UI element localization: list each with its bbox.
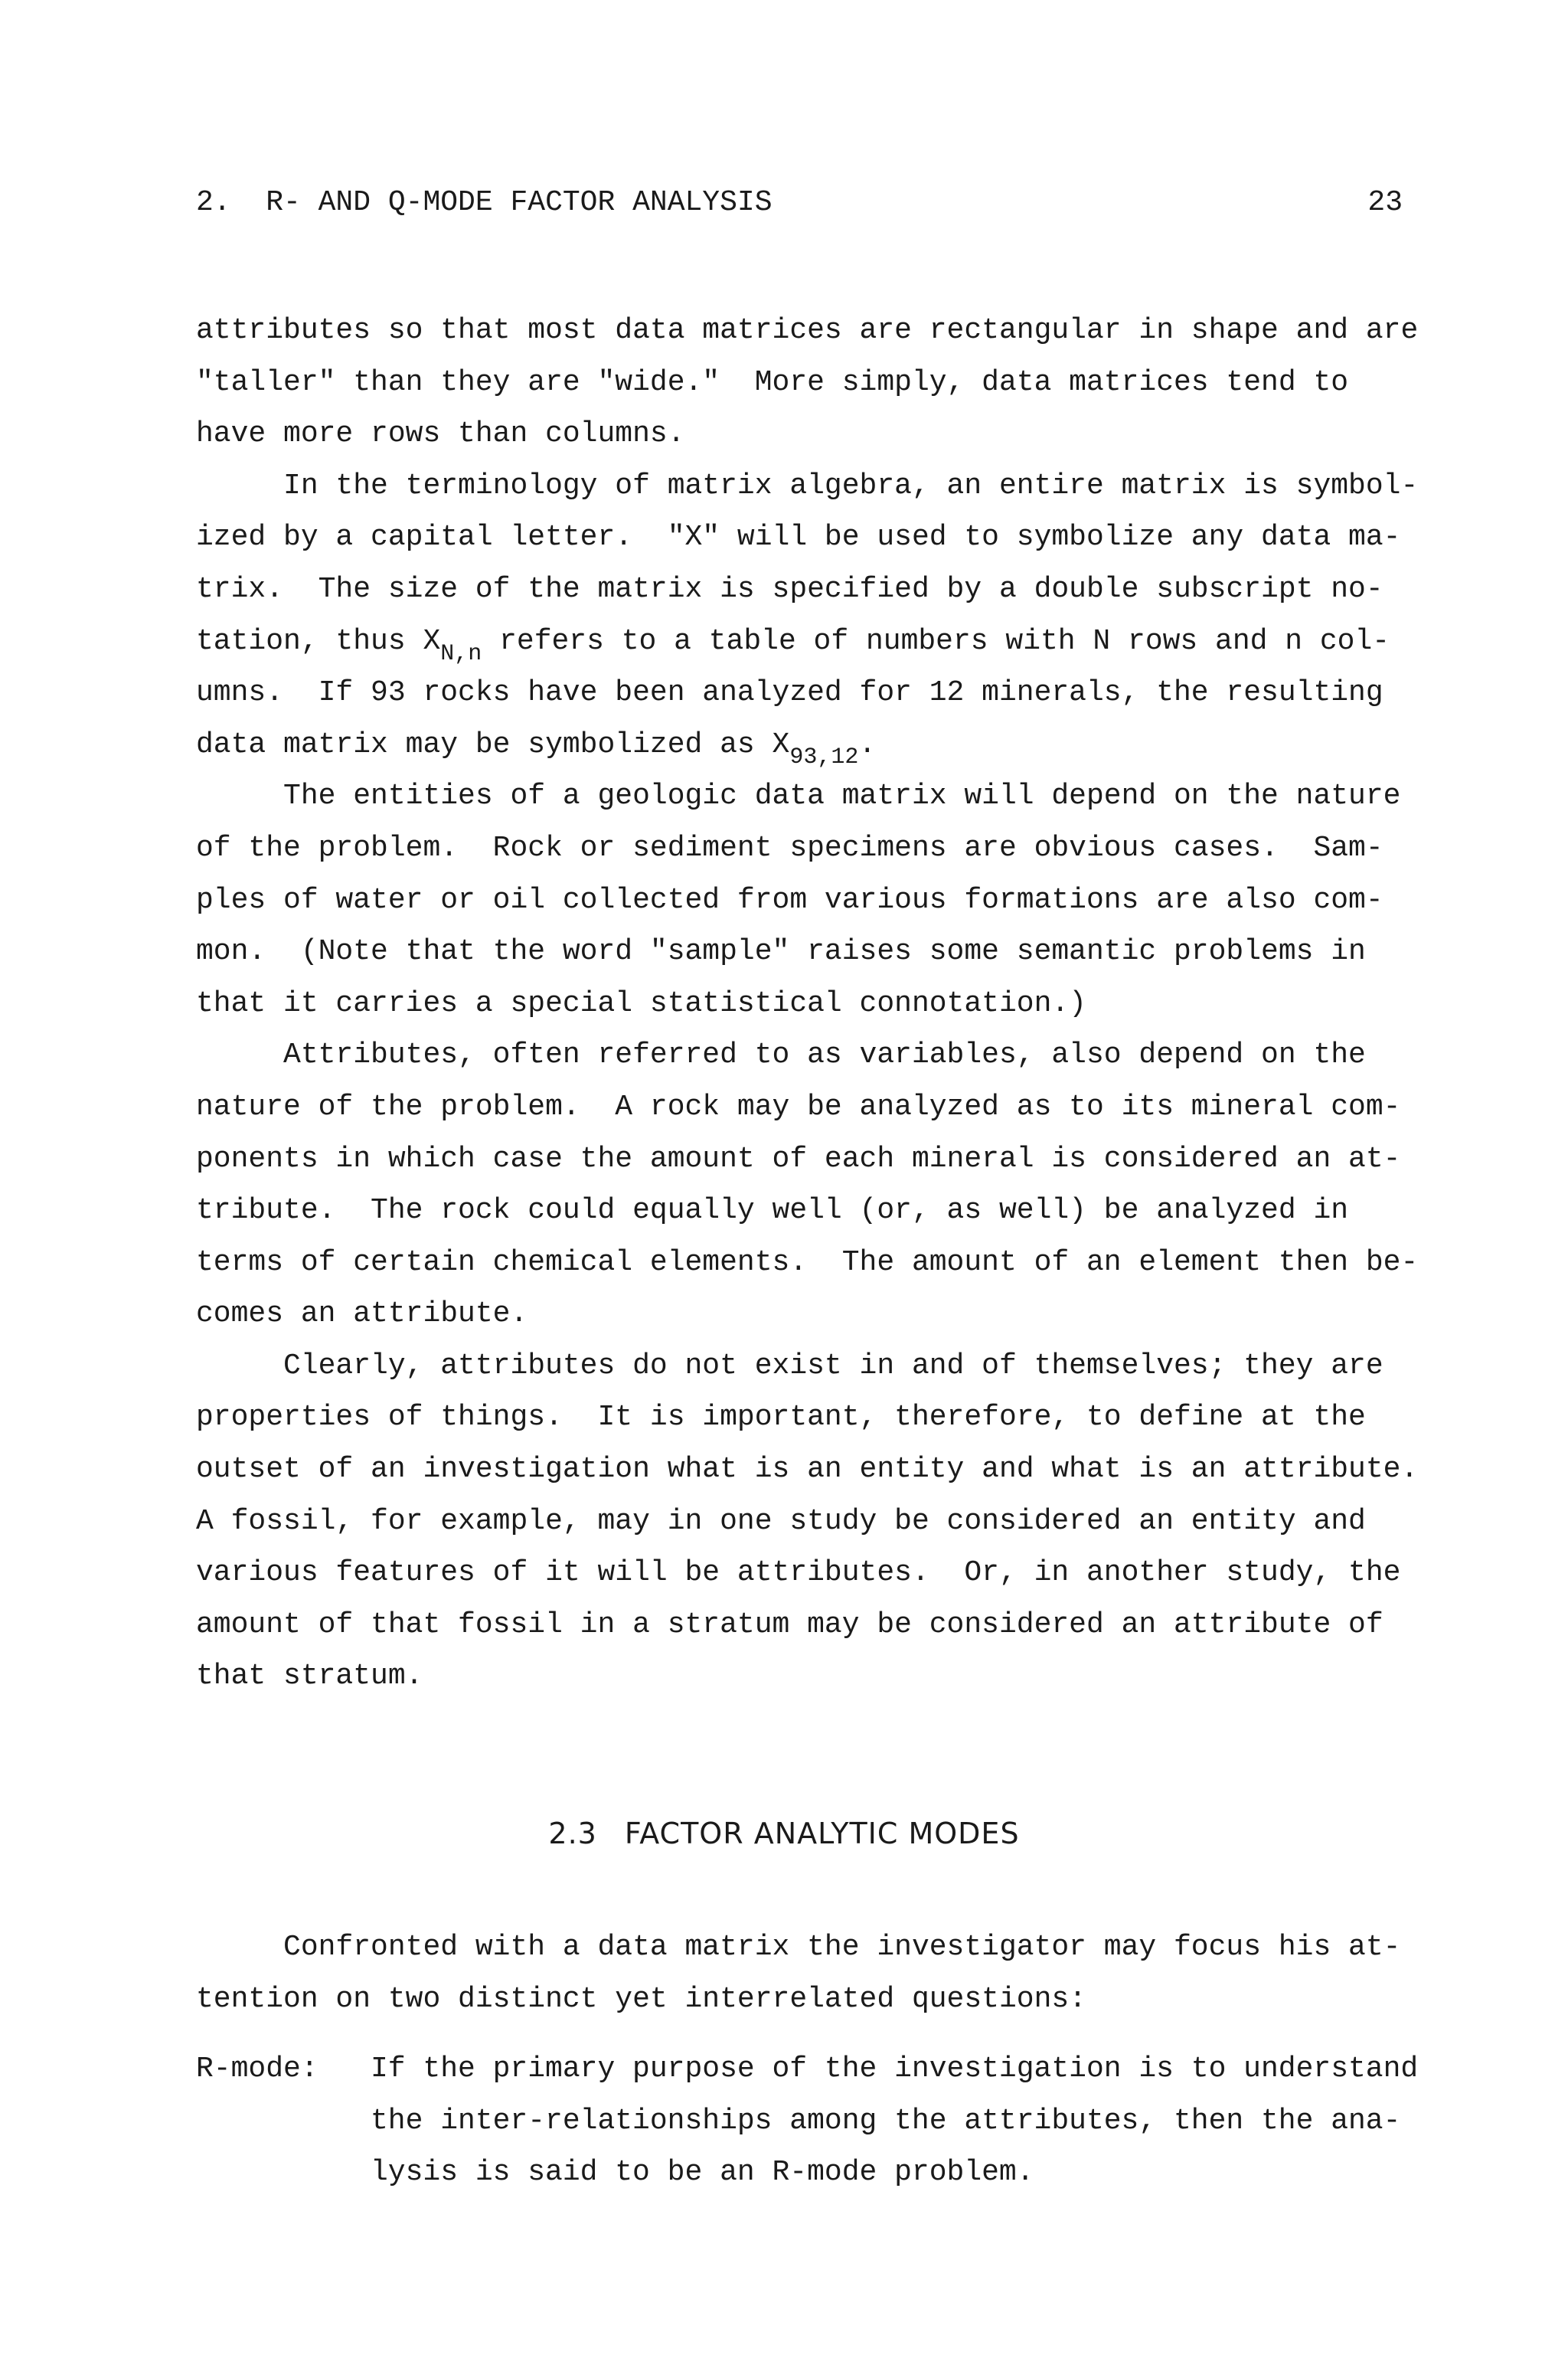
text-segment: .	[858, 728, 877, 761]
text-line-with-subscript	[196, 616, 1409, 668]
page-number: 23	[1367, 186, 1403, 219]
body-text	[196, 305, 1419, 1703]
text-line: "taller" than they are "wide." More simply, data matrices tend to	[196, 365, 1349, 399]
text-line: terms of certain chemical elements. The amount of an element then be-	[196, 1245, 1419, 1279]
text-segment: tation, thus X	[196, 624, 441, 658]
text-segment: refers to a table of numbers with N rows and n col-	[482, 624, 1390, 658]
text-line: various features of it will be attributes. Or, in another study, the	[196, 1556, 1401, 1590]
text-line: Confronted with a data matrix the investigator may focus his at-	[196, 1931, 1401, 1964]
subscript: N,n	[440, 640, 482, 667]
text-line: trix. The size of the matrix is specified by a double subscript no-	[196, 572, 1383, 606]
definition-term: R-mode:	[196, 2053, 318, 2085]
definition-body	[371, 2043, 1419, 2199]
text-line: properties of things. It is important, therefore, to define at the	[196, 1401, 1366, 1434]
section-number: 2.3	[548, 1817, 597, 1850]
text-line: ples of water or oil collected from various formations are also com-	[196, 883, 1383, 917]
running-title: 2. R- AND Q-MODE FACTOR ANALYSIS	[196, 186, 773, 219]
text-line: The entities of a geologic data matrix will depend on the nature	[196, 780, 1401, 813]
section-body	[196, 1922, 1409, 2025]
text-line: In the terminology of matrix algebra, an entire matrix is symbol-	[196, 469, 1419, 502]
text-line: tribute. The rock could equally well (or, as well) be analyzed in	[196, 1194, 1349, 1228]
text-line: ponents in which case the amount of each mineral is considered an at-	[196, 1142, 1401, 1176]
text-line: outset of an investigation what is an entity and what is an attribute.	[196, 1453, 1419, 1487]
text-line: that it carries a special statistical connotation.)	[196, 986, 1086, 1020]
section-title: FACTOR ANALYTIC MODES	[624, 1817, 1020, 1850]
text-line: amount of that fossil in a stratum may be considered an attribute of	[196, 1608, 1383, 1641]
subscript: 93,12	[789, 744, 859, 770]
text-line: ized by a capital letter. "X" will be used to symbolize any data ma-	[196, 521, 1401, 554]
section-heading	[0, 1817, 1568, 1850]
text-line: tention on two distinct yet interrelated questions:	[196, 1982, 1086, 2016]
text-segment: data matrix may be symbolized as X	[196, 728, 790, 761]
text-line: lysis is said to be an R-mode problem.	[371, 2156, 1034, 2190]
text-line: nature of the problem. A rock may be analyzed as to its mineral com-	[196, 1090, 1401, 1124]
text-line: A fossil, for example, may in one study be considered an entity and	[196, 1504, 1366, 1538]
text-line: umns. If 93 rocks have been analyzed for 12 minerals, the resulting	[196, 676, 1383, 710]
text-line: Attributes, often referred to as variables, also depend on the	[196, 1039, 1366, 1072]
text-line: of the problem. Rock or sediment specimens are obvious cases. Sam-	[196, 831, 1383, 865]
text-line: the inter-relationships among the attributes, then the ana-	[371, 2104, 1401, 2138]
text-line-with-subscript	[196, 719, 1409, 771]
text-line: that stratum.	[196, 1660, 423, 1693]
text-line: comes an attribute.	[196, 1297, 528, 1331]
text-line: have more rows than columns.	[196, 417, 685, 451]
text-line: attributes so that most data matrices are rectangular in shape and are	[196, 314, 1419, 347]
running-head	[196, 184, 1403, 222]
text-line: mon. (Note that the word "sample" raises some semantic problems in	[196, 935, 1366, 969]
text-line: Clearly, attributes do not exist in and of themselves; they are	[196, 1349, 1383, 1382]
text-line: If the primary purpose of the investigation is to understand	[371, 2053, 1419, 2085]
